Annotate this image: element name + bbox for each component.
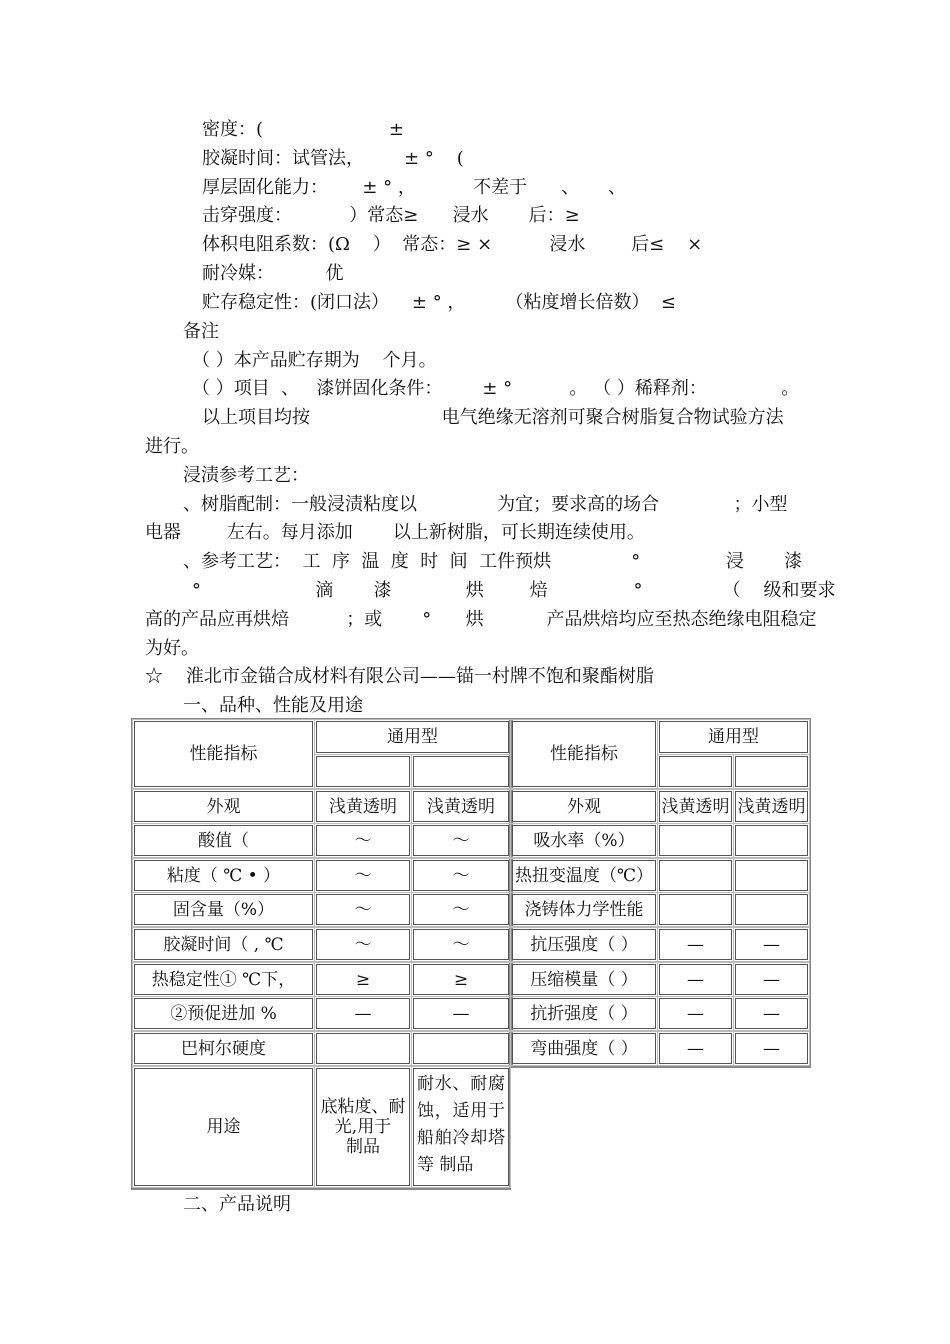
row-label-left: 粘度（ ℃ • ） [134, 860, 313, 891]
section-2-heading: 二、产品说明 [183, 1194, 291, 1215]
header-sub-cell [413, 756, 509, 787]
row-label-left: 热稳定性① ℃下， [134, 964, 313, 995]
row-label-right: 外观 [512, 791, 656, 822]
row-value-left [316, 1033, 410, 1064]
impregnation-heading: 浸渍参考工艺： [183, 465, 309, 486]
company-heading: ☆ 淮北市金锚合成材料有限公司——锚一村牌不饱和聚酯树脂 [145, 666, 654, 687]
process-cont-1: ° 滴 漆 烘 焙 ° （ 级和要求 [192, 580, 836, 601]
test-method-cont: 进行。 [145, 436, 199, 457]
row-value-right: — [735, 1033, 808, 1064]
resin-prep-cont: 电器 左右。每月添加 以上新树脂，可长期连续使用。 [145, 522, 645, 543]
row-value-right [659, 825, 732, 856]
row-value-left: ～ [316, 929, 410, 960]
row-value-right: — [735, 964, 808, 995]
row-value-left: ≥ [316, 964, 410, 995]
header-general-right: 通用型 [659, 721, 808, 753]
row-value-right [659, 860, 732, 891]
process-cont-3: 为好。 [145, 638, 199, 659]
row-value-left: ～ [413, 894, 509, 925]
row-value-right: — [659, 1033, 732, 1064]
section-1-heading: 一、品种、性能及用途 [183, 695, 363, 716]
row-value-left: 浅黄透明 [413, 791, 509, 822]
properties-table [131, 718, 811, 1190]
row-value-right: 浅黄透明 [659, 791, 732, 822]
row-value-left: ≥ [413, 964, 509, 995]
header-indicator-left: 性能指标 [134, 721, 313, 787]
process-line: 、参考工艺： 工 序 温 度 时 间 工件预烘 ° 浸 漆 [183, 551, 803, 572]
row-label-left: 外观 [134, 791, 313, 822]
row-label-left: 酸值（ [134, 825, 313, 856]
row-label-left: 巴柯尔硬度 [134, 1033, 313, 1064]
row-value-right [735, 825, 808, 856]
row-label-right: 吸水率（%） [512, 825, 656, 856]
thick-cure-line: 厚层固化能力： ± ° ， 不差于 、 、 [202, 177, 627, 198]
resin-prep-line: 、树脂配制：一般浸渍粘度以 为宜；要求高的场合 ；小型 [183, 494, 788, 515]
header-sub-cell [659, 756, 732, 787]
row-value-left: — [316, 998, 410, 1029]
row-value-right [735, 860, 808, 891]
row-value-left: 浅黄透明 [316, 791, 410, 822]
row-label-right: 压缩模量（ ） [512, 964, 656, 995]
row-value-left: ～ [413, 860, 509, 891]
row-label-right: 弯曲强度（ ） [512, 1033, 656, 1064]
row-value-left: ～ [413, 929, 509, 960]
refrigerant-line: 耐冷媒： 优 [202, 263, 344, 284]
row-value-left: ～ [316, 825, 410, 856]
row-value-right: 浅黄透明 [735, 791, 808, 822]
density-line: 密度：( ± [202, 119, 404, 140]
remark-2: （ ）项目 、 漆饼固化条件： ± ° 。 （ ）稀释剂： 。 [192, 378, 800, 399]
storage-line: 贮存稳定性：(闭口法） ± ° ， （粘度增长倍数） ≤ [202, 292, 677, 313]
resistivity-line: 体积电阻系数：(Ω ） 常态：≥ × 浸水 后≤ × [202, 234, 703, 255]
header-sub-cell [316, 756, 410, 787]
row-label-right: 热扭变温度（℃） [512, 860, 656, 891]
header-sub-cell [735, 756, 808, 787]
row-value-left: — [413, 998, 509, 1029]
row-value-left: ～ [413, 825, 509, 856]
remark-heading: 备注 [183, 321, 219, 342]
row-label-right: 浇铸体力学性能 [512, 894, 656, 925]
row-value-right: — [735, 998, 808, 1029]
gel-time-line: 胶凝时间：试管法， ± ° ( [202, 148, 464, 169]
row-value-right: — [659, 964, 732, 995]
row-label-left: 固含量（%） [134, 894, 313, 925]
row-label-right: 抗压强度（ ） [512, 929, 656, 960]
remark-1: （ ）本产品贮存期为 个月。 [192, 350, 437, 371]
use-cell-2: 耐水、耐腐蚀，适用于船舶冷却塔等 制品 [413, 1068, 509, 1186]
row-value-right: — [659, 929, 732, 960]
process-cont-2: 高的产品应再烘焙 ；或 ° 烘 产品烘焙均应至热态绝缘电阻稳定 [145, 609, 817, 630]
row-value-left: ～ [316, 860, 410, 891]
row-value-left: ～ [316, 894, 410, 925]
header-general-left: 通用型 [316, 721, 509, 753]
use-cell-1: 底粘度、耐光,用于 制品 [316, 1068, 410, 1186]
row-label-left: 胶凝时间（ , ℃ [134, 929, 313, 960]
row-label-right: 抗折强度（ ） [512, 998, 656, 1029]
row-value-right [735, 894, 808, 925]
use-label: 用途 [134, 1068, 313, 1186]
row-value-right: — [659, 998, 732, 1029]
row-value-left [413, 1033, 509, 1064]
header-indicator-right: 性能指标 [512, 721, 656, 787]
row-label-left: ②预促进加 % [134, 998, 313, 1029]
row-value-right: — [735, 929, 808, 960]
breakdown-line: 击穿强度： ）常态≥ 浸水 后：≥ [202, 205, 580, 226]
test-method-line: 以上项目均按 电气绝缘无溶剂可聚合树脂复合物试验方法 [202, 407, 784, 428]
row-value-right [659, 894, 732, 925]
